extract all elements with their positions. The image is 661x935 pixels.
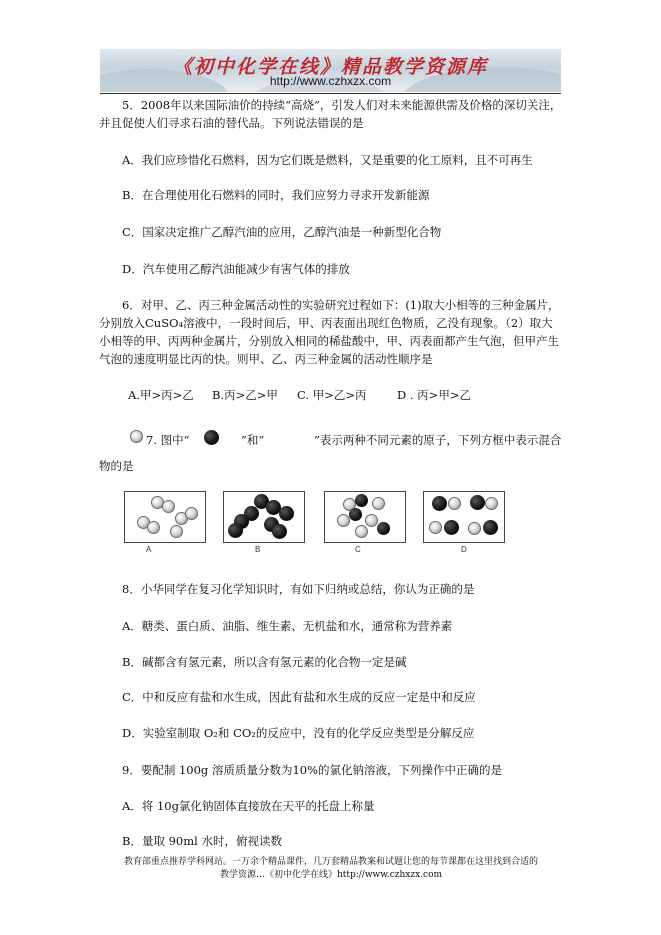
header-banner — [100, 49, 561, 92]
black-atom — [355, 494, 368, 507]
banner-title: 《初中化学在线》精品教学资源库 — [172, 56, 488, 78]
black-atom — [432, 496, 447, 511]
q7-figure-d — [423, 491, 505, 543]
q7-figure-b — [223, 491, 305, 543]
black-atom — [483, 520, 498, 535]
q8-option-d: D．实验室制取 O₂和 CO₂的反应中，没有的化学反应类型是分解反应 — [122, 726, 475, 740]
q7-figure-a — [124, 491, 206, 543]
q8-option-b: B．碱都含有氢元素，所以含有氢元素的化合物一定是碱 — [122, 655, 407, 669]
banner-url[interactable]: http://www.czhxzx.com — [269, 74, 392, 88]
grey-atom — [337, 514, 350, 527]
q5-stem-line2: 并且促使人们寻求石油的替代品。下列说法错误的是 — [99, 116, 364, 130]
black-atom — [470, 495, 485, 510]
q9-option-a: A．将 10g氯化钠固体直接放在天平的托盘上称量 — [122, 799, 375, 813]
q6-option-b: B.丙>乙>甲 — [212, 388, 278, 402]
q7-label-c: C — [355, 545, 361, 554]
black-atom — [228, 523, 243, 538]
q7-stem-part3: ”表示两种不同元素的原子，下列方框中表示混合 — [314, 433, 562, 447]
grey-atom — [485, 497, 498, 510]
footer-line1: 教育部重点推荐学科网站。一万余个精品课件，几万套精品教案和试题让您的每节课都在这里找到合适的 — [123, 857, 538, 867]
q8-option-a: A．糖类、蛋白质、油脂、维生素、无机盐和水，通常称为营养素 — [122, 619, 453, 633]
q5-option-c: C．国家决定推广乙醇汽油的应用，乙醇汽油是一种新型化合物 — [122, 225, 442, 239]
q5-stem-line1: 5．2008年以来国际油价的持续“高烧”，引发人们对未来能源供需及价格的深切关注， — [122, 98, 562, 112]
black-atom — [377, 522, 390, 535]
grey-atom — [468, 522, 481, 535]
grey-atom — [162, 500, 175, 513]
q6-option-d: D . 丙>甲>乙 — [397, 388, 471, 402]
grey-atom — [365, 514, 378, 527]
grey-atom — [355, 525, 368, 538]
footer-line2[interactable]: 教学资源…《初中化学在线》http://www.czhxzx.com — [219, 870, 443, 880]
q6-stem-line2: 分别放入CuSO₄溶液中，一段时间后，甲、丙表面出现红色物质，乙没有现象。（2）取大 — [99, 316, 553, 330]
black-atom-legend-icon — [204, 430, 219, 445]
black-atom — [279, 506, 294, 521]
grey-atom — [372, 497, 385, 510]
q8-option-c: C．中和反应有盐和水生成，因此有盐和水生成的反应一定是中和反应 — [122, 690, 476, 704]
grey-atom — [448, 497, 461, 510]
q6-option-c: C. 甲>乙>丙 — [297, 388, 367, 402]
q7-label-a: A — [146, 545, 152, 554]
q6-stem-line1: 6．对甲、乙、丙三种金属活动性的实验研究过程如下：(1)取大小相等的三种金属片， — [122, 298, 560, 312]
grey-atom — [429, 521, 442, 534]
q9-option-b: B．量取 90ml 水时，俯视读数 — [122, 834, 282, 848]
black-atom — [349, 508, 362, 521]
header-divider — [100, 93, 561, 94]
black-atom — [272, 524, 287, 539]
q8-stem: 8．小华同学在复习化学知识时，有如下归纳或总结，你认为正确的是 — [122, 582, 475, 596]
grey-atom — [170, 525, 183, 538]
grey-atom — [147, 521, 160, 534]
grey-atom — [185, 507, 198, 520]
q6-option-a: A.甲>丙>乙 — [128, 388, 194, 402]
q7-label-b: B — [255, 545, 261, 554]
q5-option-d: D．汽车使用乙醇汽油能减少有害气体的排放 — [122, 262, 350, 276]
q7-figure-c — [324, 491, 406, 543]
q6-stem-line4: 气泡的速度明显比丙的快。则甲、乙、丙三种金属的活动性顺序是 — [99, 352, 433, 366]
q9-stem: 9．要配制 100g 溶质质量分数为10%的氯化钠溶液，下列操作中正确的是 — [122, 763, 502, 777]
q6-stem-line3: 小相等的甲、丙两种金属片，分别放入相同的稀盐酸中，甲、丙表面都产生气泡，但甲产生 — [99, 334, 559, 348]
q5-option-b: B．在合理使用化石燃料的同时，我们应努力寻求开发新能源 — [122, 188, 430, 202]
q7-stem-line2: 物的是 — [99, 459, 134, 473]
q7-label-d: D — [461, 545, 467, 554]
grey-atom-marker-icon — [130, 430, 143, 443]
black-atom — [444, 520, 459, 535]
q7-stem-part2: ”和“ — [241, 433, 265, 447]
q7-stem-part1: 7. 图中“ — [146, 433, 190, 447]
q5-option-a: A．我们应珍惜化石燃料，因为它们既是燃料，又是重要的化工原料，且不可再生 — [122, 153, 533, 167]
